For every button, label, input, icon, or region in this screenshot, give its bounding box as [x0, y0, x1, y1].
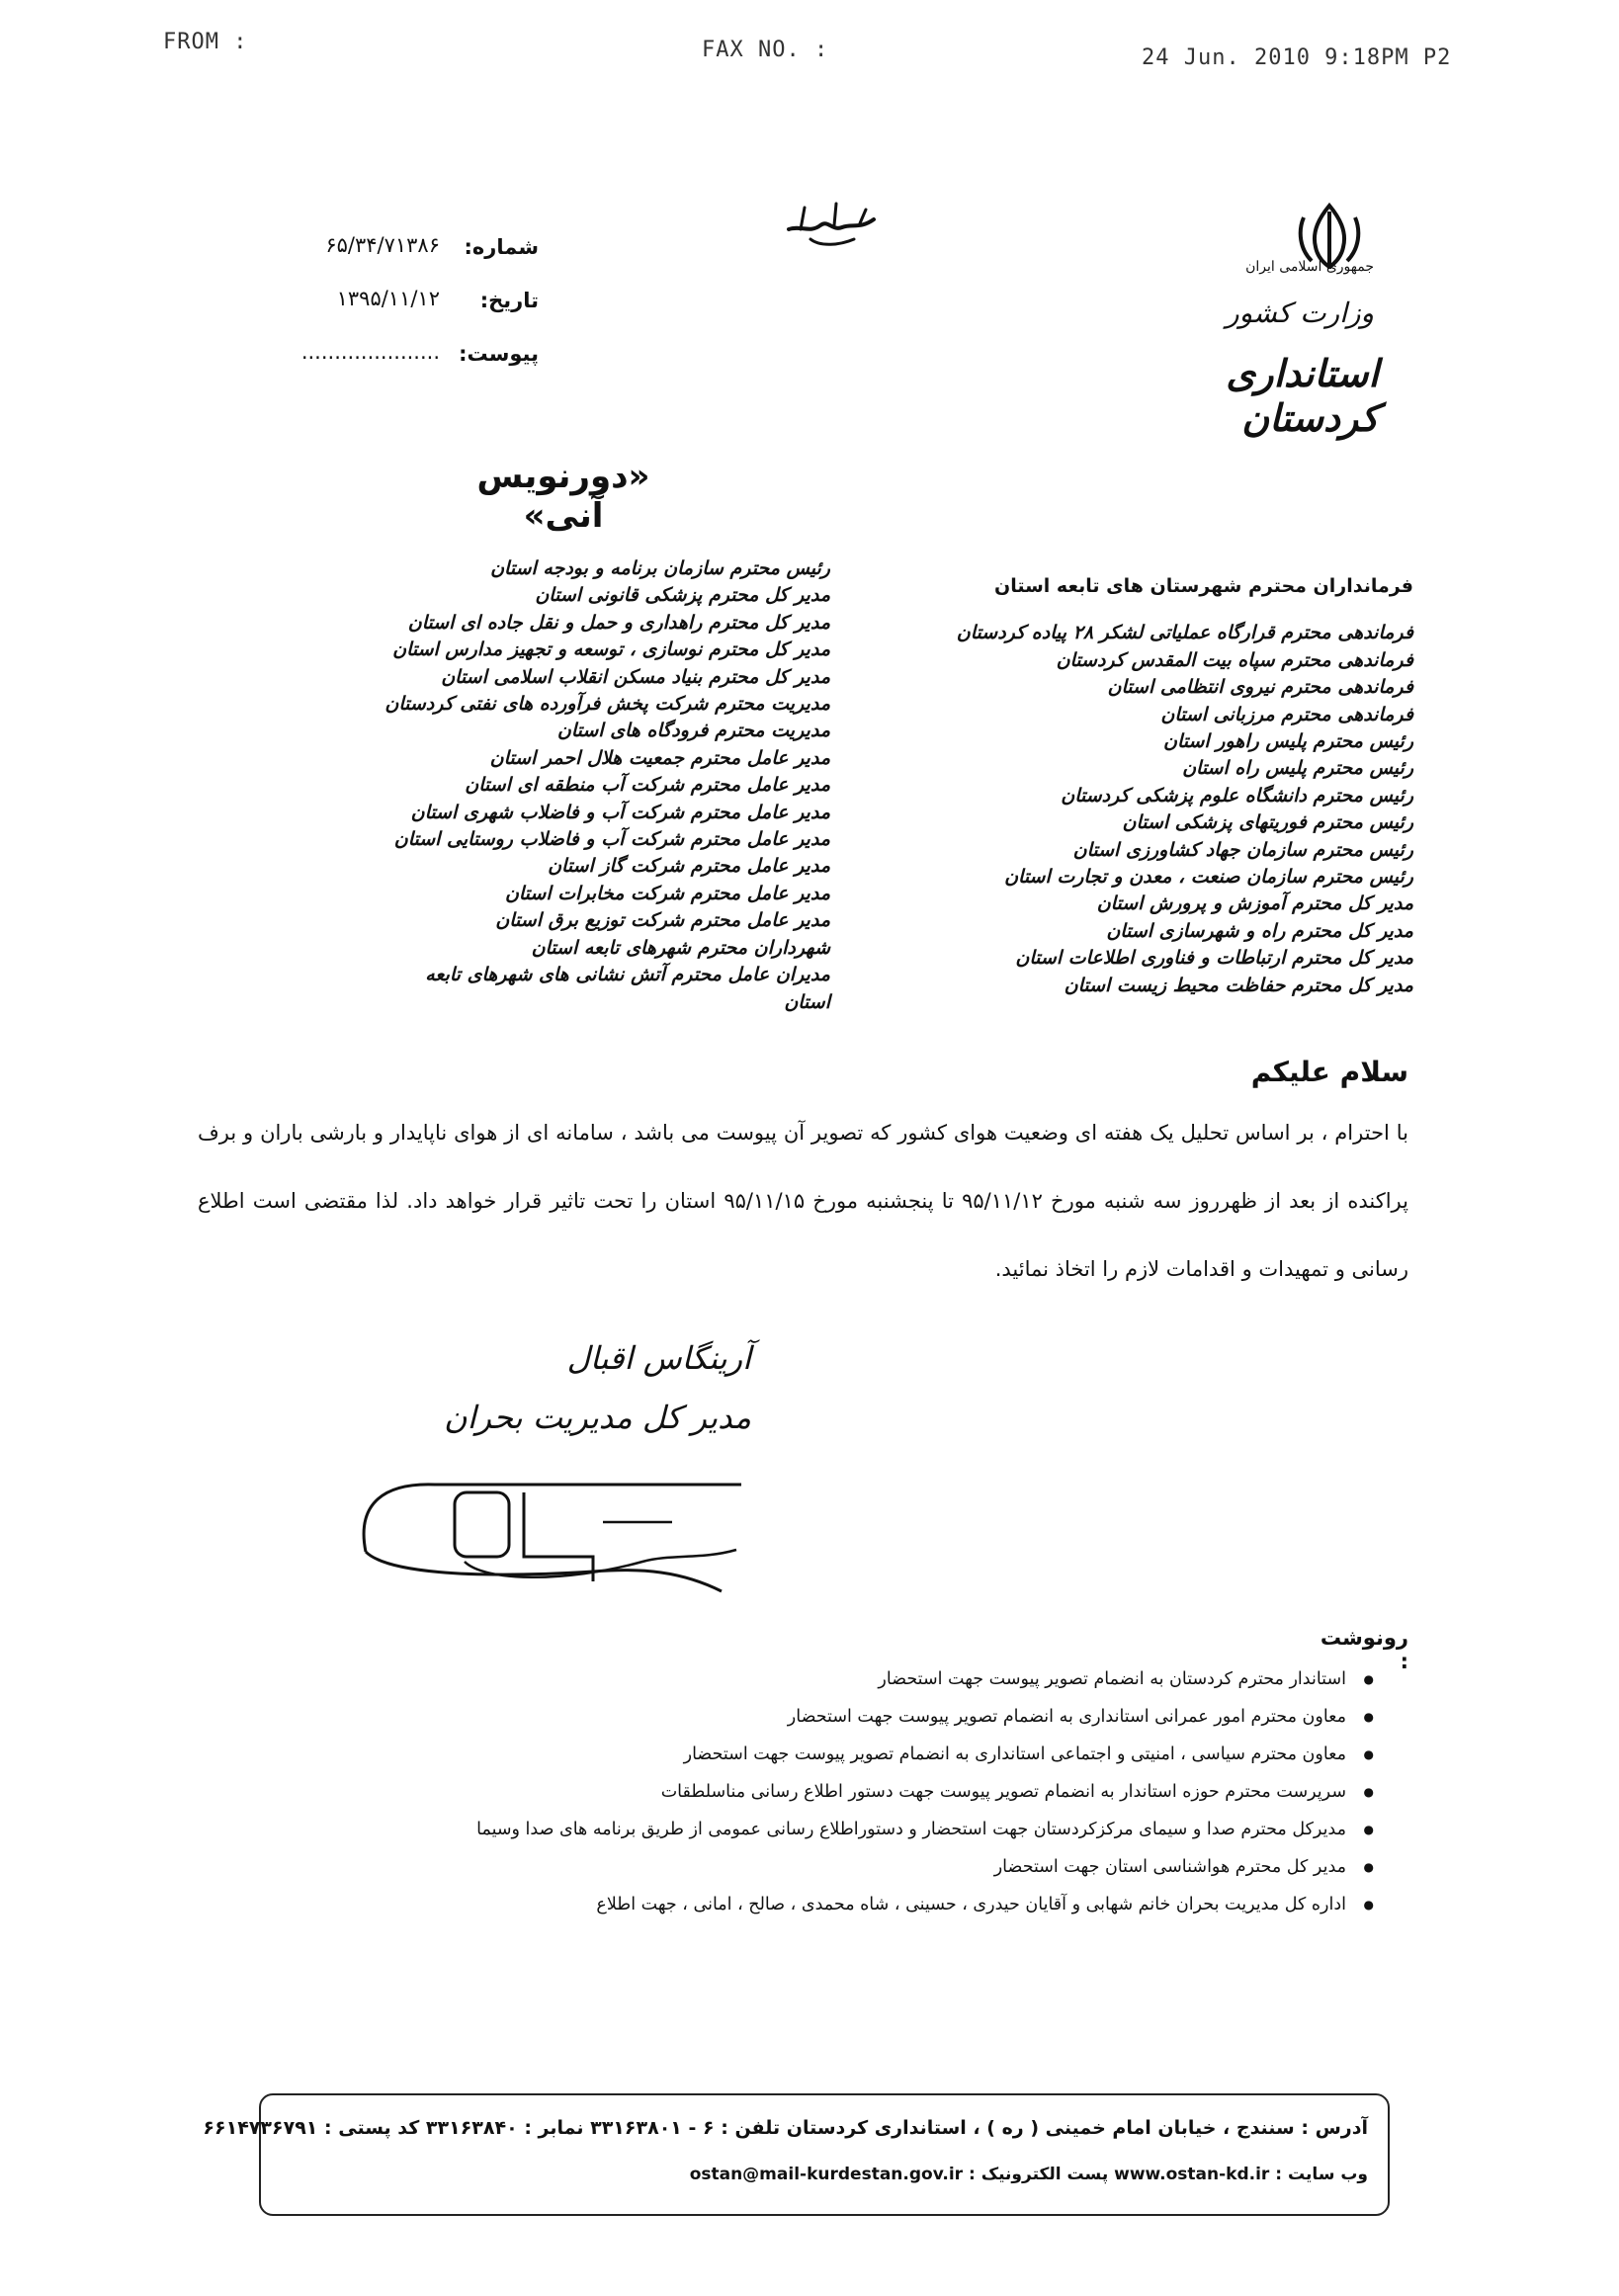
- cc-item: معاون محترم امور عمرانی استانداری به انضمام تصویر پیوست جهت استحضار ●: [376, 1698, 1374, 1736]
- letterhead-ministry: وزارت کشور: [1226, 297, 1374, 329]
- cc-item: اداره کل مدیریت بحران خانم شهابی و آقایان حیدری ، حسینی ، شاه محمدی ، صالح ، امانی ، جهت اطلاع ●: [376, 1886, 1374, 1923]
- recipient: رئیس محترم فوریتهای پزشکی استان: [1122, 811, 1413, 834]
- recipient: رئیس محترم دانشگاه علوم پزشکی کردستان: [1061, 784, 1413, 807]
- footer-address: آدرس : سنندج ، خیابان امام خمینی ( ره ) ، استانداری کردستان تلفن : ۶ - ۳۳۱۶۳۸۰۱ نمابر : ۳۳۱۶۳۸۴۰ کد پستی : ۶۶۱۴۷۳۶۷۹۱: [203, 2117, 1368, 2139]
- recipient: مدیر عامل محترم شرکت گاز استان: [548, 855, 830, 878]
- recipient: رئیس محترم سازمان جهاد کشاورزی استان: [1072, 838, 1413, 861]
- recipient: مدیر عامل محترم جمعیت هلال احمر استان: [489, 746, 830, 769]
- recipient: مدیر کل محترم ارتباطات و فناوری اطلاعات استان: [1015, 947, 1413, 970]
- cc-heading: رونوشت :: [1320, 1626, 1408, 1673]
- signatory-position: مدیر کل مدیریت بحران: [444, 1399, 751, 1436]
- recipient: رئیس محترم پلیس راهور استان: [1163, 730, 1413, 753]
- letter-date-label: تاریخ:: [479, 289, 539, 312]
- letter-number-row: [297, 231, 539, 267]
- fax-from-label: FROM :: [163, 30, 248, 54]
- letter-attachment-value: .....................: [300, 340, 440, 364]
- letter-attachment-label: پیوست:: [459, 342, 539, 366]
- recipients-right-column: [890, 573, 1413, 999]
- salutation: سلام علیکم: [1250, 1056, 1408, 1088]
- cc-item: معاون محترم سیاسی ، امنیتی و اجتماعی استانداری به انضمام تصویر پیوست جهت استحضار ●: [376, 1736, 1374, 1773]
- recipient: مدیر عامل محترم شرکت توزیع برق استان: [495, 909, 830, 932]
- recipient: فرماندهی محترم قرارگاه عملیاتی لشکر ۲۸ پیاده کردستان: [956, 622, 1413, 644]
- recipient: مدیر کل محترم راه و شهرسازی استان: [1106, 919, 1413, 942]
- letterhead-republic: جمهوری اسلامی ایران: [1245, 259, 1374, 275]
- recipient: مدیر کل محترم آموزش و پرورش استان: [1096, 893, 1413, 915]
- handwritten-signature: [346, 1463, 751, 1606]
- letterhead-governorate: استانداری کردستان: [1226, 351, 1379, 440]
- recipients-right-heading: فرمانداران محترم شهرستان های تابعه استان: [994, 575, 1413, 597]
- recipient: مدیر عامل محترم شرکت مخابرات استان: [504, 882, 830, 904]
- recipient: فرماندهی محترم نیروی انتظامی استان: [1107, 676, 1413, 699]
- signatory-name: آرینگاس اقبال: [566, 1339, 751, 1377]
- letter-attachment-row: [297, 338, 539, 374]
- cc-list: [376, 1660, 1374, 1923]
- recipient: رئیس محترم سازمان صنعت ، معدن و تجارت استان: [1004, 866, 1413, 889]
- recipient: مدیران عامل محترم آتش نشانی های شهرهای تابعه استان: [425, 964, 830, 1013]
- recipient: مدیر عامل محترم شرکت آب و فاضلاب شهری استان: [410, 801, 830, 823]
- fax-number-label: FAX NO. :: [702, 38, 829, 62]
- bismillah-calligraphy: [781, 190, 880, 259]
- letter-date-row: [297, 285, 539, 320]
- recipient: فرماندهی محترم سپاه بیت المقدس کردستان: [1056, 648, 1413, 671]
- recipient: مدیر کل محترم پزشکی قانونی استان: [535, 584, 830, 607]
- cc-item: مدیر کل محترم هواشناسی استان جهت استحضار ●: [376, 1848, 1374, 1886]
- cc-item: استاندار محترم کردستان به انضمام تصویر پیوست جهت استحضار ●: [376, 1660, 1374, 1698]
- recipient: شهرداران محترم شهرهای تابعه استان: [531, 936, 830, 959]
- footer-contact-box: [203, 2093, 1390, 2216]
- letter-body: با احترام ، بر اساس تحلیل یک هفته ای وضعیت هوای کشور که تصویر آن پیوست می باشد ، سامانه ای از هوای ناپایدار و بارشی باران و برف پراکنده از بعد از ظهرروز سه شنبه مورخ ۹۵/۱۱/۱۲ تا پنجشنبه مورخ ۹۵/۱۱/۱۵ استان را تحت تاثیر قرار خواهد داد. لذا مقتضی است اطلاع رسانی و تمهیدات و اقدامات لازم را اتخاذ نمائید.: [198, 1121, 1408, 1281]
- recipients-left-column: [381, 555, 830, 1016]
- recipient: رئیس محترم سازمان برنامه و بودجه استان: [490, 557, 830, 579]
- fax-date-time: 24 Jun. 2010 9:18PM P2: [1142, 45, 1452, 70]
- cc-item: مدیرکل محترم صدا و سیمای مرکزکردستان جهت استحضار و دستوراطلاع رسانی عمومی از طریق برنامه های صدا وسیما ●: [376, 1811, 1374, 1848]
- recipient: مدیریت محترم شرکت پخش فرآورده های نفتی کردستان: [384, 693, 830, 716]
- letter-number-label: شماره:: [464, 235, 539, 259]
- footer-website: وب سایت : www.ostan-kd.ir پست الکترونیک : ostan@mail-kurdestan.gov.ir: [689, 2165, 1368, 2184]
- recipient: مدیر کل محترم راهداری و حمل و نقل جاده ای استان: [407, 611, 830, 634]
- recipient: مدیر عامل محترم شرکت آب منطقه ای استان: [465, 774, 830, 797]
- recipient: مدیر کل محترم بنیاد مسکن انقلاب اسلامی استان: [441, 665, 830, 688]
- document-title: «دورنویس آنی»: [476, 457, 650, 536]
- recipient: رئیس محترم پلیس راه استان: [1182, 757, 1413, 780]
- recipient: مدیر کل محترم حفاظت محیط زیست استان: [1064, 974, 1413, 996]
- recipient: مدیر کل محترم نوسازی ، توسعه و تجهیز مدارس استان: [392, 638, 830, 661]
- letter-date-value: ۱۳۹۵/۱۱/۱۲: [336, 287, 440, 310]
- recipient: مدیریت محترم فرودگاه های استان: [556, 720, 830, 742]
- letter-number-value: ۶۵/۳۴/۷۱۳۸۶: [325, 233, 440, 257]
- recipient: مدیر عامل محترم شرکت آب و فاضلاب روستایی استان: [393, 828, 830, 851]
- recipient: فرماندهی محترم مرزبانی استان: [1160, 703, 1413, 725]
- cc-item: سرپرست محترم حوزه استاندار به انضمام تصویر پیوست جهت دستور اطلاع رسانی مناسلطقات ●: [376, 1773, 1374, 1811]
